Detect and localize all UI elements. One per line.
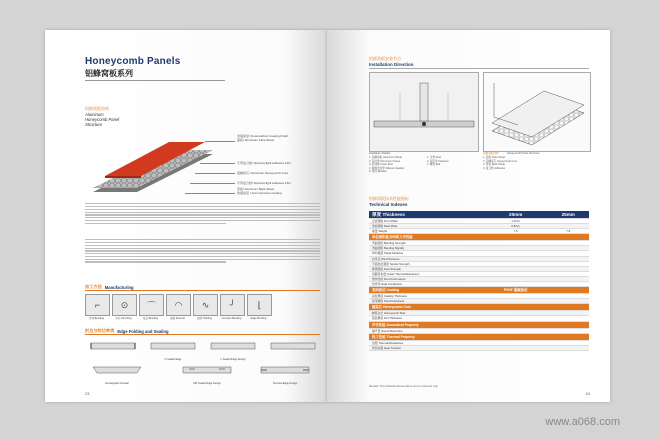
install-legend-item: 1. 龙骨 Keel xyxy=(427,156,441,159)
installation-details-label: Installation Details xyxy=(369,152,391,155)
callout-adhesive-2: 专用复合胶/ Special Hight Adhesive Film xyxy=(237,181,291,185)
callout-line xyxy=(190,183,235,184)
table-cell-value xyxy=(484,321,548,328)
table-cell-label: 表面涂层 Coating xyxy=(369,287,484,294)
table-cell-label: 平面抗拉强度 Tensile Strength xyxy=(369,261,484,266)
table-section-row xyxy=(369,304,589,311)
table-cell-label: 剪切模量 Shear Modulus xyxy=(369,251,484,256)
table-cell-label: 声学性能 Acoustical Property xyxy=(369,321,484,328)
table-cell-label: 单位面积复合结构力学性能 xyxy=(369,234,484,241)
text-line xyxy=(85,212,320,213)
table-section-row xyxy=(369,287,589,294)
manufacturing-item xyxy=(112,294,135,320)
table-cell-label: 铝箔厚度 Foil Thickness xyxy=(369,316,484,321)
text-line xyxy=(85,261,226,262)
text-line xyxy=(85,203,320,204)
manufacturing-heading-en: Manufacturing xyxy=(104,284,134,290)
table-row xyxy=(369,345,589,350)
edge-label: Rectangular Dovetail xyxy=(105,382,129,385)
tech-index-heading-en: Technical Indexes xyxy=(369,202,408,207)
heading-divider xyxy=(369,68,589,69)
section-divider xyxy=(85,290,320,291)
structure-heading-en: Honeycomb Panel Structure xyxy=(507,152,540,155)
product-name-line: Honeycomb Panel xyxy=(85,117,120,122)
table-cell-label: 蜂窝边长 Honeycomb Side xyxy=(369,311,484,316)
structure-heading-cn: 铝蜂窝板结构 xyxy=(483,152,499,155)
punching-icon: ⊙ xyxy=(112,294,137,316)
manufacturing-item xyxy=(193,294,216,320)
callout-face-sheet: 面板/ Aluminum Face Sheet xyxy=(237,138,275,142)
text-line xyxy=(85,239,320,240)
product-name-line: Structure xyxy=(85,122,102,127)
install-heading-cn: 铝蜂窝板安装节点 xyxy=(369,56,401,61)
table-cell-label: 热传导 Heat Conduction xyxy=(369,282,484,287)
page-title-cn: 铝蜂窝板系列 xyxy=(85,69,133,78)
table-cell-label: 传热系数 Heat Transfer xyxy=(369,345,484,350)
text-line xyxy=(85,214,320,215)
tech-spec-table xyxy=(369,211,589,351)
install-legend-item: 1. 铝蜂窝板 Aluminum Panel xyxy=(369,156,402,159)
install-legend-item: 5. 角码 Bracket xyxy=(369,170,387,174)
install-legend-right xyxy=(427,156,449,167)
edge-label: L-Sealed Edge Design xyxy=(220,358,246,361)
section-divider xyxy=(85,334,320,335)
twisting-icon: ∿ xyxy=(193,294,218,316)
table-cell-label: 燃烧性能 Fire Performance xyxy=(369,276,484,281)
edge-label: Tenoned Edge Design xyxy=(272,382,298,385)
table-cell-value xyxy=(547,304,589,311)
install-legend-item: 2. 铝龙骨 Aluminum Frame xyxy=(369,159,401,163)
install-legend-item: 2. 固定件 Fastener xyxy=(427,159,449,163)
edge-diagram xyxy=(89,338,137,356)
clinching-icon: ⌒ xyxy=(139,294,164,316)
table-cell-value xyxy=(547,287,589,294)
manufacturing-label: 折弯 Bending xyxy=(89,317,104,320)
installation-diagram xyxy=(369,72,479,152)
arc-icon: ◠ xyxy=(166,294,191,316)
table-cell-value xyxy=(547,345,589,350)
table-cell-value: 7.5 xyxy=(484,229,548,234)
edge-label: A/R Sealed Edge Design xyxy=(193,382,221,385)
install-heading xyxy=(369,56,414,67)
right-page xyxy=(327,30,610,402)
edge-diagram xyxy=(209,338,257,361)
tech-index-heading-cn: 铝蜂窝板技术性能指标 xyxy=(369,196,409,201)
table-section-row xyxy=(369,321,589,328)
manufacturing-heading-cn: 加工方法 xyxy=(85,284,102,289)
text-line xyxy=(85,242,320,243)
callout-back-sheet: 背板/ Aluminum Back Sheet xyxy=(237,187,275,191)
footnote: Remark: The technical indexes above are for reference only. xyxy=(369,385,439,388)
table-cell-label: 弯曲强度 Bending Strength xyxy=(369,241,484,246)
table-cell-label: 背板规格 Rear Plate xyxy=(369,224,484,229)
table-cell-label: 正板规格 Front Plate xyxy=(369,219,484,224)
panel-structure-diagram xyxy=(483,72,591,152)
manufacturing-label: 咬合 Bending xyxy=(143,317,158,320)
page-number: 23 xyxy=(85,391,90,396)
table-cell-value: 0.8mm xyxy=(484,224,548,229)
table-cell-value xyxy=(547,321,589,328)
body-paragraph-cn xyxy=(85,202,320,236)
callout-line xyxy=(195,173,235,174)
install-legend-item: 4. 耐候密封胶 Silicone Sealant xyxy=(369,166,405,170)
bending-icon: ⌐ xyxy=(85,294,110,316)
table-cell-label: 蜂窝芯 Honeycomb Core xyxy=(369,304,484,311)
manufacturing-label: Complex Bending xyxy=(221,317,242,320)
title-divider xyxy=(85,80,225,81)
edge-diagram xyxy=(269,338,317,356)
text-line xyxy=(85,250,320,251)
callout-line xyxy=(205,141,235,142)
install-legend xyxy=(369,156,404,174)
table-cell-label: 隔声量 Sound Reduction xyxy=(369,328,484,333)
table-cell-value: 7.8 xyxy=(547,229,589,234)
table-cell-value xyxy=(547,333,589,340)
install-legend-item: 3. 螺栓 Bolt xyxy=(427,163,441,167)
text-line xyxy=(85,253,320,254)
table-cell-label: 铅笔硬度 Pencil Hardness xyxy=(369,299,484,304)
manufacturing-item xyxy=(220,294,243,320)
manufacturing-label: Edge Bending xyxy=(250,317,267,320)
table-cell-value: PVDF 氟碳涂层 xyxy=(484,287,548,294)
manufacturing-label: 弧形 Flexural xyxy=(170,317,185,320)
table-header-col1: 20mm xyxy=(484,211,548,219)
edge-diagram xyxy=(179,362,235,385)
callout-coating: 表面涂层/ Fluorocarbon Coating Finish xyxy=(237,134,289,138)
table-cell-label: 抗风压 Wind Pressure xyxy=(369,256,484,261)
tech-index-heading xyxy=(369,196,409,207)
table-header-row xyxy=(369,211,589,219)
edge-diagram xyxy=(257,362,313,385)
install-legend-item: 3. 泡沫棒 Foam Rod xyxy=(369,163,393,167)
text-line xyxy=(85,248,320,249)
text-line xyxy=(85,220,320,221)
text-line xyxy=(85,209,320,210)
structure-legend-item: 1. 面板 Face Sheet xyxy=(483,156,506,159)
table-section-row xyxy=(369,333,589,340)
text-line xyxy=(85,206,320,207)
manufacturing-methods xyxy=(85,294,270,320)
install-heading-en: Installation Direction xyxy=(369,62,414,67)
table-cell-label: 弯曲刚度 Bending Rigidity xyxy=(369,246,484,251)
manufacturing-label: 打孔 Punching xyxy=(115,317,132,320)
complex-bending-icon: ╯ xyxy=(220,294,245,316)
watermark: www.a068.com xyxy=(545,416,620,428)
manufacturing-item xyxy=(85,294,108,320)
table-cell-value xyxy=(484,345,548,350)
table-cell-label: 线膨胀系数 Linear Thermal Expansion xyxy=(369,271,484,276)
table-cell-value xyxy=(547,234,589,241)
edge-heading-cn: 折边与封边种类 xyxy=(85,328,115,333)
page-title: Honeycomb Panels xyxy=(85,56,181,67)
table-cell-label: 涂层厚度 Coating Thickness xyxy=(369,294,484,299)
table-cell-value: 1.0mm xyxy=(484,219,548,224)
product-name-line: Aluminum xyxy=(85,112,104,117)
structure-legend-item: 3. 背板 Back Sheet xyxy=(483,163,506,167)
table-cell-label: 热工性能 Thermal Property xyxy=(369,333,484,340)
edge-bending-icon: ⌊ xyxy=(247,294,272,316)
manufacturing-item xyxy=(166,294,189,320)
text-line xyxy=(85,245,320,246)
edge-heading-en: Edge Folding and Sealing xyxy=(117,328,169,334)
table-cell-value xyxy=(484,234,548,241)
manufacturing-item xyxy=(247,294,270,320)
callout-line xyxy=(200,163,235,164)
table-section-row xyxy=(369,234,589,241)
table-cell-label: 热阻 Thermal Resistance xyxy=(369,340,484,345)
left-page xyxy=(45,30,327,402)
product-label-cn: 铝蜂窝板结构 xyxy=(85,106,109,111)
table-cell-label: 重量 Weight xyxy=(369,229,484,234)
manufacturing-label: 扭转 Twisting xyxy=(197,317,212,320)
callout-line xyxy=(185,193,235,194)
table-header-label: 厚度 Thickness xyxy=(369,211,484,219)
edge-label: U-Sealed Edge xyxy=(164,358,182,361)
page-number: 24 xyxy=(585,391,590,396)
product-name xyxy=(85,112,119,127)
manufacturing-item xyxy=(139,294,162,320)
text-line xyxy=(85,217,320,218)
edge-u-shape xyxy=(89,341,137,351)
text-line xyxy=(85,259,320,260)
callout-core: 铝蜂窝芯/ Aluminum Honeycomb Core xyxy=(237,171,289,175)
table-header-col2: 25mm xyxy=(547,211,589,219)
edge-diagram xyxy=(89,362,145,385)
body-paragraph-en xyxy=(85,238,320,276)
structure-legend xyxy=(483,156,517,170)
table-cell-value xyxy=(484,333,548,340)
callout-anti-corrosive: 防腐涂层 / Anti-Corrosive Coating xyxy=(237,191,282,195)
text-line xyxy=(85,256,320,257)
edge-diagram xyxy=(149,338,197,361)
table-cell-value xyxy=(484,304,548,311)
callout-adhesive: 专用复合胶/ Special Hight Adhesive Film xyxy=(237,161,291,165)
structure-legend-item: 4. 复合胶 Adhesive xyxy=(483,166,506,170)
structure-legend-item: 2. 铝蜂窝芯 Honeycomb Core xyxy=(483,159,518,163)
table-cell-label: 剥离强度 Peel Strength xyxy=(369,266,484,271)
face-sheet-edge xyxy=(105,176,141,178)
text-line xyxy=(85,223,226,224)
